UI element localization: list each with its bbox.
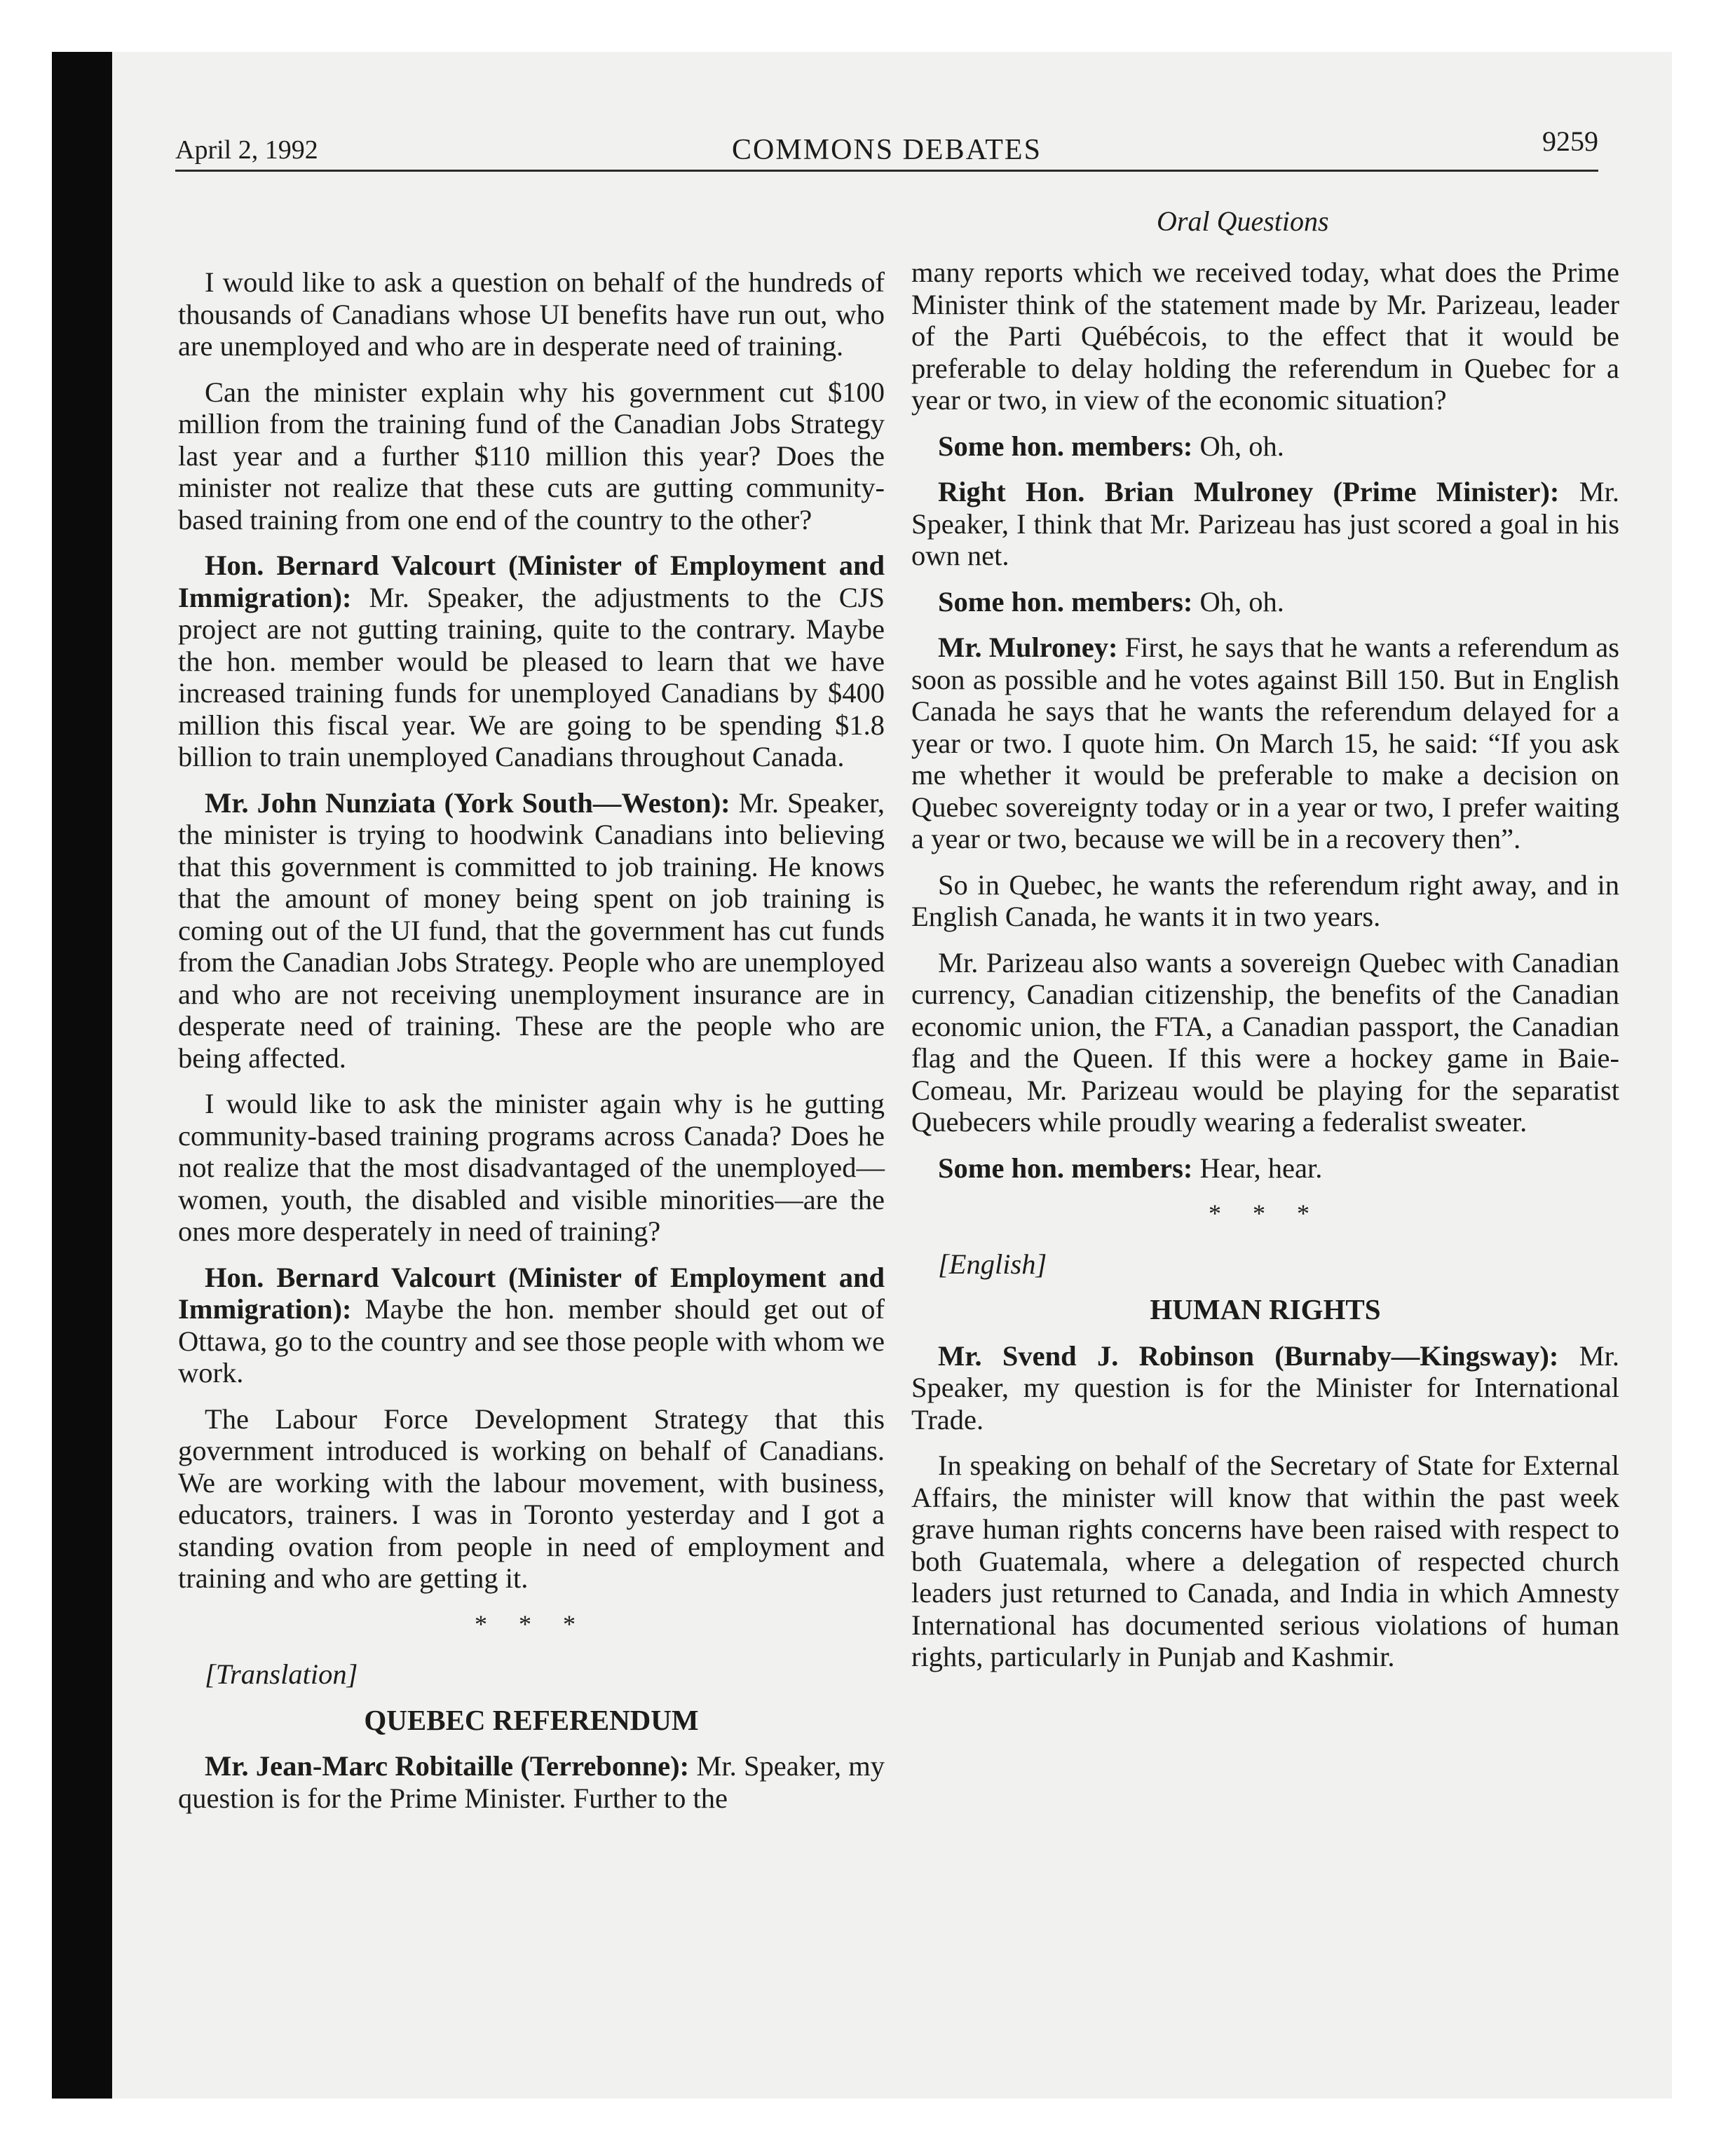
page-header	[175, 125, 1598, 172]
speech-text: Mr. Speaker, my question is for the Prime Minister. Further to the	[178, 1750, 885, 1814]
speaker-name: Some hon. members:	[938, 1152, 1193, 1184]
section-heading: HUMAN RIGHTS	[1150, 1293, 1381, 1325]
right-column	[911, 257, 1619, 1687]
body-paragraph: I would like to ask the minister again why is he gutting community-based training programs across Canada? Does he not realize that the most disadvantaged of the unemployed—women, youth, the disabled and visible minorities—are the ones more desperately in need of training?	[178, 1088, 885, 1247]
speech-text: Oh, oh.	[1192, 430, 1284, 462]
body-paragraph: Mr. Parizeau also wants a sovereign Quebec with Canadian currency, Canadian citizenship, the benefits of the Canadian economic union, the FTA, a Canadian passport, the Canadian flag and the Queen. If this were a hockey game in Baie-Comeau, Mr. Parizeau would be playing for the separatist Quebecers while proudly wearing a federalist sweater.	[911, 946, 1619, 1138]
section-separator: * * *	[1209, 1199, 1322, 1227]
body-paragraph: In speaking on behalf of the Secretary of State for External Affairs, the minister will know that within the past week grave human rights concerns have been raised with respect to both Guatemala, where a delegation of respected church leaders just returned to Canada, and India in which Amnesty International has documented serious violations of human rights, particularly in Punjab and Kashmir.	[911, 1449, 1619, 1672]
speech-paragraph	[911, 1152, 1619, 1185]
speech-paragraph	[911, 430, 1619, 463]
speaker-name: Some hon. members:	[938, 430, 1193, 462]
speaker-name: Some hon. members:	[938, 585, 1193, 618]
speaker-name: Mr. Jean-Marc Robitaille (Terrebonne):	[205, 1750, 690, 1782]
body-paragraph: Can the minister explain why his government cut $100 million from the training fund of the Canadian Jobs Strategy last year and a further $110 million this year? Does the minister not realize that these cuts are gutting community-based training from one end of the country to the other?	[178, 376, 885, 535]
speech-text: Maybe the hon. member should get out of Ottawa, go to the country and see those people with whom we work.	[178, 1293, 885, 1389]
body-paragraph: many reports which we received today, what does the Prime Minister think of the statement made by Mr. Parizeau, leader of the Parti Québécois, to the effect that it would be preferable to delay holding the referendum in Quebec for a year or two, in view of the economic situation?	[911, 257, 1619, 416]
body-paragraph: I would like to ask a question on behalf of the hundreds of thousands of Canadians whose UI benefits have run out, who are unemployed and who are in desperate need of training.	[178, 266, 885, 362]
speech-text: First, he says that he wants a referendum as soon as possible and he votes against Bill 150. But in English Canada he says that he wants the referendum delayed for a year or two. I quote him. On March 15, he said: “If you ask me whether it would be preferable to make a decision on Quebec sovereignty today or in a year or two, I prefer waiting a year or two, because we will be in a recovery then”.	[911, 632, 1620, 854]
speech-paragraph	[178, 787, 885, 1074]
language-marker: [English]	[938, 1248, 1047, 1280]
speaker-name: Mr. Svend J. Robinson (Burnaby—Kingsway):	[938, 1339, 1559, 1372]
body-paragraph: The Labour Force Development Strategy that this government introduced is working on behalf of Canadians. We are working with the labour movement, with business, educators, trainers. I was in Toronto yesterday and I got a standing ovation from people in need of employment and training and who are getting it.	[178, 1403, 885, 1594]
speaker-name: Hon. Bernard Valcourt (Minister of Employment and Immigration):	[178, 550, 885, 613]
speech-paragraph	[911, 586, 1619, 618]
speech-paragraph	[178, 1750, 885, 1814]
header-page-number: 9259	[1542, 125, 1598, 157]
speech-paragraph	[911, 476, 1619, 572]
speaker-name: Right Hon. Brian Mulroney (Prime Minister):	[938, 476, 1560, 507]
section-label: Oral Questions	[1157, 205, 1329, 237]
speech-paragraph	[911, 1340, 1619, 1436]
left-column	[178, 266, 885, 1828]
body-paragraph: So in Quebec, he wants the referendum right away, and in English Canada, he wants it in two years.	[911, 868, 1619, 932]
speech-paragraph	[178, 1262, 885, 1389]
scan-edge	[52, 52, 112, 2099]
section-heading: QUEBEC REFERENDUM	[364, 1703, 699, 1736]
header-date: April 2, 1992	[175, 135, 318, 165]
speech-text: Mr. Speaker, I think that Mr. Parizeau has just scored a goal in his own net.	[911, 476, 1619, 571]
speech-paragraph	[178, 550, 885, 773]
speech-text: Mr. Speaker, my question is for the Minister for International Trade.	[911, 1339, 1619, 1435]
speaker-name: Mr. John Nunziata (York South—Weston):	[205, 786, 730, 819]
speaker-name: Hon. Bernard Valcourt (Minister of Employment and Immigration):	[178, 1261, 885, 1325]
speaker-name: Mr. Mulroney:	[938, 632, 1118, 663]
section-separator: * * *	[475, 1609, 588, 1638]
speech-text: Mr. Speaker, the minister is trying to hoodwink Canadians into believing that this government is committed to job training. He knows that the amount of money being spent on job training is coming out of the UI fund, that the government has cut funds from the Canadian Jobs Strategy. People who are unemployed and who are not receiving unemployment insurance are in desperate need of training. These are the people who are being affected.	[178, 786, 885, 1074]
language-marker: [Translation]	[205, 1658, 358, 1690]
speech-text: Oh, oh.	[1192, 585, 1284, 618]
speech-paragraph	[911, 632, 1619, 855]
speech-text: Mr. Speaker, the adjustments to the CJS project are not gutting training, quite to the contrary. Maybe the hon. member would be pleased to learn that we have increased training funds for unemployed Canadians by $400 million this fiscal year. We are going to be spending $1.8 billion to train unemployed Canadians throughout Canada.	[178, 581, 885, 772]
header-title: COMMONS DEBATES	[732, 134, 1042, 166]
speech-text: Hear, hear.	[1192, 1152, 1323, 1184]
